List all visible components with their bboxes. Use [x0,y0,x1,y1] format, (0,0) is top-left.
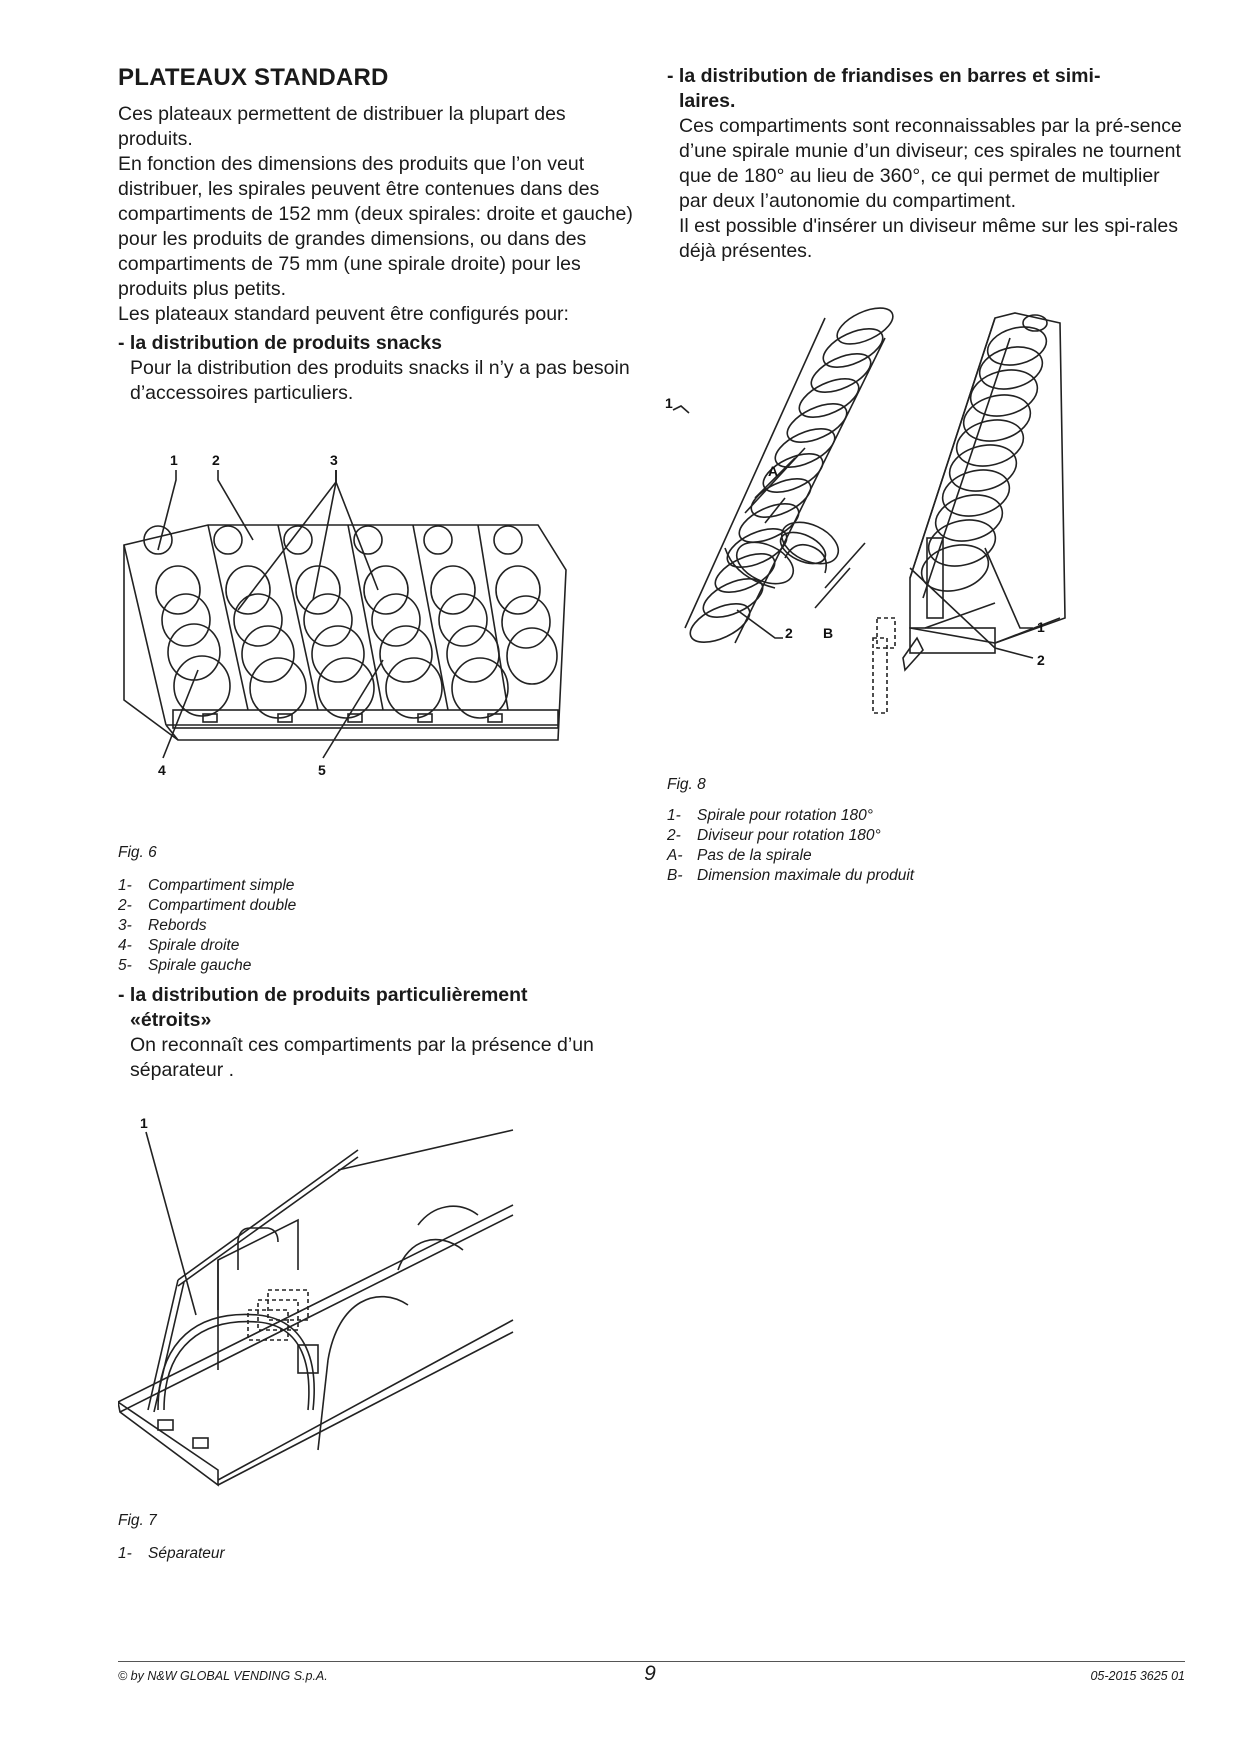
narrow-heading-line1: - la distribution de produits particulièrement [118,984,528,1006]
fig6-caption: Fig. 6 [118,844,157,861]
fig8-callout-A: A [768,463,779,479]
snacks-heading: - la distribution de produits snacks [118,332,442,354]
footer-doc-code: 05-2015 3625 01 [1090,1669,1185,1683]
legend-item: 2- Compartiment double [118,897,297,914]
right-column [667,64,1187,264]
bars-text: Ces compartiments sont reconnaissables par la pré-sence d’une spirale munie d’un diviseur; ces spirales ne tournent que de 180° au lieu de 360°, ce qui permet de multiplier par deux l’autonomie du compartiment. [679,115,1182,212]
bars-text-2: Il est possible d'insérer un diviseur même sur les spi-rales déjà présentes. [679,215,1179,262]
intro-paragraph-2: En fonction des dimensions des produits que l’on veut distribuer, les spirales peuvent être contenues dans des compartiments de 152 mm (deux spirales: droite et gauche) pour les produits de grandes dimensions, ou dans des compartiments de 75 mm (une spirale droite) pour les produits plus petits. [118,153,633,300]
legend-item: A- Pas de la spirale [667,847,812,864]
fig7-legend [118,1544,225,1564]
left-column [118,64,638,406]
fig8-callout-B: B [823,625,834,641]
figure-7-separator [118,1110,518,1500]
fig8-legend [667,806,914,886]
fig8-callout-1-right: 1 [1037,619,1045,635]
legend-item: 2- Diviseur pour rotation 180° [667,827,881,844]
figure-6-tray [118,440,568,835]
legend-item: 5- Spirale gauche [118,957,252,974]
fig7-caption: Fig. 7 [118,1512,157,1529]
fig6-callout-5: 5 [318,762,326,778]
legend-item: B- Dimension maximale du produit [667,867,915,884]
fig8-callout-2-right: 2 [1037,652,1045,668]
fig6-callout-3: 3 [330,452,338,468]
snacks-text: Pour la distribution des produits snacks il n’y a pas besoin d’accessoires particuliers. [130,357,630,404]
fig7-callout-1: 1 [140,1115,148,1131]
intro-paragraph-3: Les plateaux standard peuvent être configurés pour: [118,303,569,325]
fig6-callout-1: 1 [170,452,178,468]
legend-item: 4- Spirale droite [118,937,240,954]
narrow-heading-line2: «étroits» [130,1009,212,1031]
legend-item: 3- Rebords [118,917,207,934]
narrow-section [118,983,638,1083]
legend-item: 1- Séparateur [118,1545,225,1562]
fig6-legend [118,876,296,976]
fig8-callout-1-left: 1 [665,395,673,411]
intro-paragraph-1: Ces plateaux permettent de distribuer la plupart des produits. [118,103,566,150]
legend-item: 1- Spirale pour rotation 180° [667,807,873,824]
footer-copyright: © by N&W GLOBAL VENDING S.p.A. [118,1669,328,1683]
fig6-callout-4: 4 [158,762,166,778]
section-title: PLATEAUX STANDARD [118,64,389,91]
figure-8-spiral-divider [665,298,1185,788]
bars-heading-line1: - la distribution de friandises en barres et simi- [667,65,1101,87]
fig8-caption: Fig. 8 [667,776,706,793]
page-number: 9 [644,1662,656,1685]
fig6-callout-2: 2 [212,452,220,468]
fig8-callout-2-left: 2 [785,625,793,641]
narrow-text: On reconnaît ces compartiments par la présence d’un séparateur . [130,1034,594,1081]
legend-item: 1- Compartiment simple [118,877,295,894]
bars-heading-line2: laires. [679,90,736,112]
